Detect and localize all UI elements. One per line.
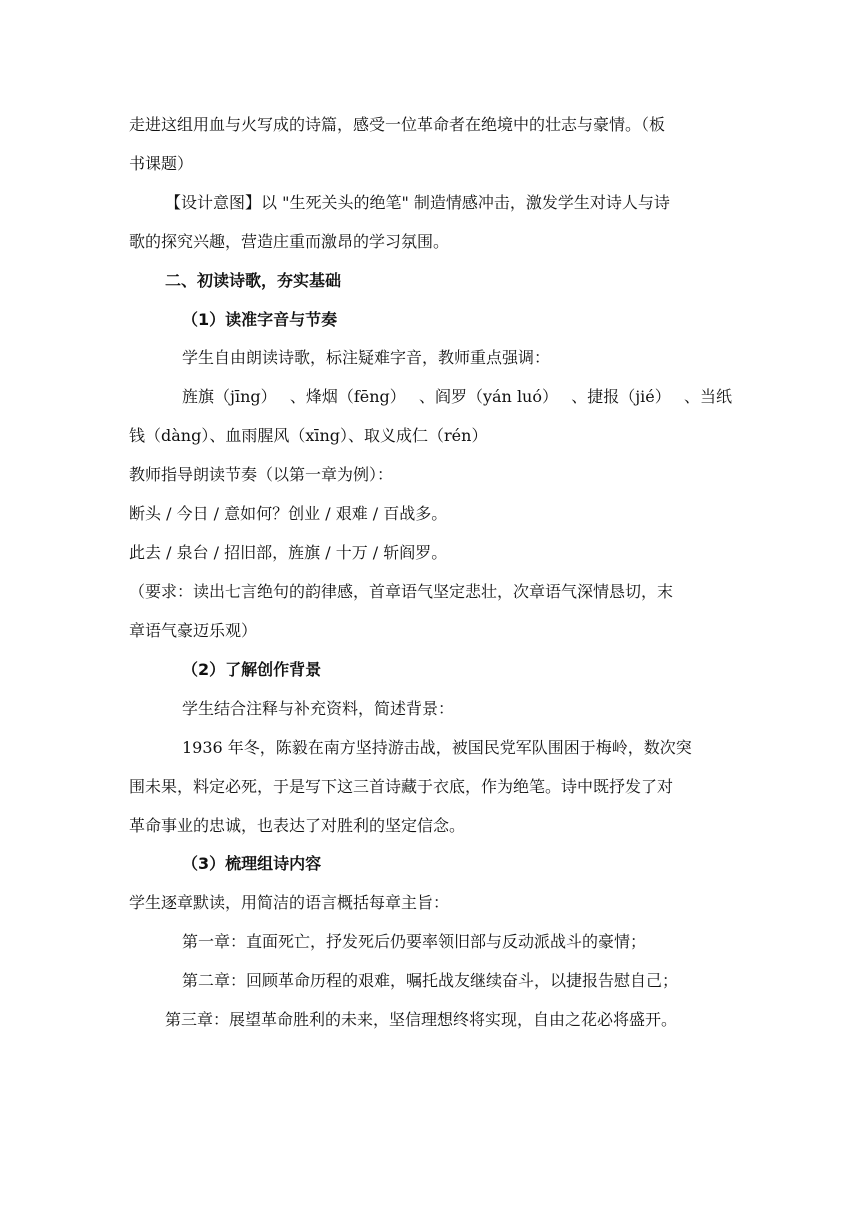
intro-line-2: 书课题） [129, 154, 194, 173]
pronunciation-item: 、当纸 [683, 387, 732, 406]
background-line-1: 1936 年冬，陈毅在南方坚持游击战，被国民党军队围困于梅岭，数次突 [182, 738, 692, 757]
rhythm-instruction: 教师指导朗读节奏（以第一章为例）： [129, 465, 394, 484]
pronunciation-list-line-2: 钱（dàng）、血雨腥风（xīng）、取义成仁（rén） [129, 426, 488, 445]
pronunciation-item: 、捷报（jié） [571, 387, 671, 406]
reading-requirement-line-1: （要求：读出七言绝句的韵律感，首章语气坚定悲壮，次章语气深情恳切，末 [129, 582, 674, 601]
pronunciation-list-line-1 [182, 385, 732, 409]
rhythm-line-2: 此去 / 泉台 / 招旧部，旌旗 / 十万 / 斩阎罗。 [129, 543, 448, 562]
chapter-3-summary: 第三章：展望革命胜利的未来，坚信理想终将实现，自由之花必将盛开。 [165, 1010, 678, 1029]
background-instruction: 学生结合注释与补充资料，简述背景： [182, 699, 455, 718]
design-intent-line-1: 【设计意图】以 "生死关头的绝笔" 制造情感冲击，激发学生对诗人与诗 [165, 193, 670, 212]
subsection-2-heading: （2）了解创作背景 [182, 660, 322, 679]
background-line-3: 革命事业的忠诚，也表达了对胜利的坚定信念。 [129, 816, 466, 835]
pronunciation-item: 旌旗（jīng） [182, 387, 277, 406]
intro-line-1: 走进这组用血与火写成的诗篇，感受一位革命者在绝境中的壮志与豪情。（板 [129, 115, 666, 134]
chapter-2-summary: 第二章：回顾革命历程的艰难，嘱托战友继续奋斗，以捷报告慰自己； [182, 971, 679, 990]
rhythm-line-1: 断头 / 今日 / 意如何？创业 / 艰难 / 百战多。 [129, 504, 448, 523]
subsection-3-heading: （3）梳理组诗内容 [182, 854, 322, 873]
content-instruction: 学生逐章默读，用简洁的语言概括每章主旨： [129, 893, 450, 912]
pronunciation-item: 、烽烟（fēng） [289, 387, 406, 406]
background-line-2: 围未果，料定必死，于是写下这三首诗藏于衣底，作为绝笔。诗中既抒发了对 [129, 777, 674, 796]
section-2-heading: 二、初读诗歌，夯实基础 [165, 271, 342, 290]
subsection-1-heading: （1）读准字音与节奏 [182, 310, 338, 329]
pronunciation-instruction: 学生自由朗读诗歌，标注疑难字音，教师重点强调： [182, 348, 551, 367]
reading-requirement-line-2: 章语气豪迈乐观） [129, 621, 258, 640]
pronunciation-item: 、阎罗（yán luó） [418, 387, 558, 406]
design-intent-line-2: 歌的探究兴趣，营造庄重而激昂的学习氛围。 [129, 232, 450, 251]
chapter-1-summary: 第一章：直面死亡，抒发死后仍要率领旧部与反动派战斗的豪情； [182, 932, 647, 951]
